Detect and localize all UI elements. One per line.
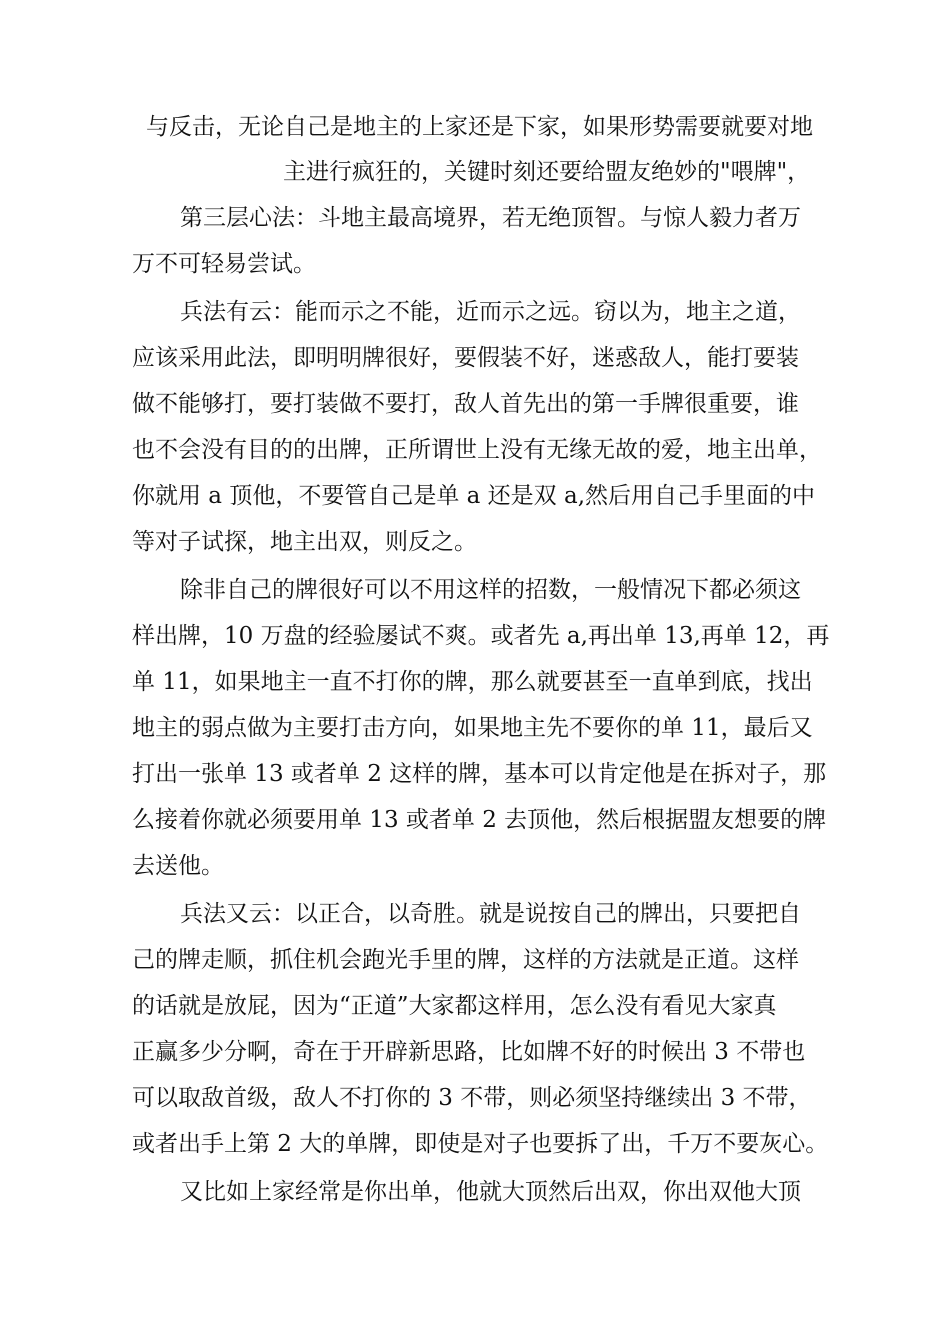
text-line: 你就用 a 顶他，不要管自己是单 a 还是双 a,然后用自己手里面的中 [132,483,816,509]
text-line: 与反击，无论自己是地主的上家还是下家，如果形势需要就要对地 [146,114,813,140]
text-line: 应该采用此法，即明明牌很好，要假装不好，迷惑敌人，能打要装 [132,345,799,371]
text-line: 地主的弱点做为主要打击方向，如果地主先不要你的单 11，最后又 [132,715,813,741]
text-line: 单 11，如果地主一直不打你的牌，那么就要甚至一直单到底，找出 [132,669,813,695]
text-line: 兵法又云：以正合，以奇胜。就是说按自己的牌出，只要把自 [180,901,801,927]
text-line: 己的牌走顺，抓住机会跑光手里的牌，这样的方法就是正道。这样 [132,947,799,973]
text-line: 或者出手上第 2 大的单牌，即使是对子也要拆了出，千万不要灰心。 [132,1131,829,1157]
text-line: 正赢多少分啊，奇在于开辟新思路，比如牌不好的时候出 3 不带也 [132,1039,806,1065]
text-line: 的话就是放屁，因为“正道”大家都这样用，怎么没有看见大家真 [132,993,777,1019]
text-line: 万不可轻易尝试。 [132,251,316,277]
text-line: 主进行疯狂的，关键时刻还要给盟友绝妙的"喂牌"， [283,159,811,185]
text-line: 么接着你就必须要用单 13 或者单 2 去顶他，然后根据盟友想要的牌 [132,807,827,833]
text-line: 等对子试探，地主出双，则反之。 [132,529,477,555]
text-line: 兵法有云：能而示之不能，近而示之远。窃以为，地主之道， [180,299,801,325]
text-line: 做不能够打，要打装做不要打，敌人首先出的第一手牌很重要，谁 [132,391,799,417]
text-line: 样出牌，10 万盘的经验屡试不爽。或者先 a,再出单 13,再单 12，再 [132,623,830,649]
text-line: 去送他。 [132,853,224,879]
text-line: 打出一张单 13 或者单 2 这样的牌，基本可以肯定他是在拆对子，那 [132,761,827,787]
text-line: 又比如上家经常是你出单，他就大顶然后出双，你出双他大顶 [180,1179,801,1205]
text-line: 第三层心法：斗地主最高境界，若无绝顶智。与惊人毅力者万 [180,205,801,231]
text-line: 可以取敌首级，敌人不打你的 3 不带，则必须坚持继续出 3 不带， [132,1085,812,1111]
text-line: 也不会没有目的的出牌，正所谓世上没有无缘无故的爱，地主出单， [132,437,822,463]
text-line: 除非自己的牌很好可以不用这样的招数，一般情况下都必须这 [180,577,801,603]
